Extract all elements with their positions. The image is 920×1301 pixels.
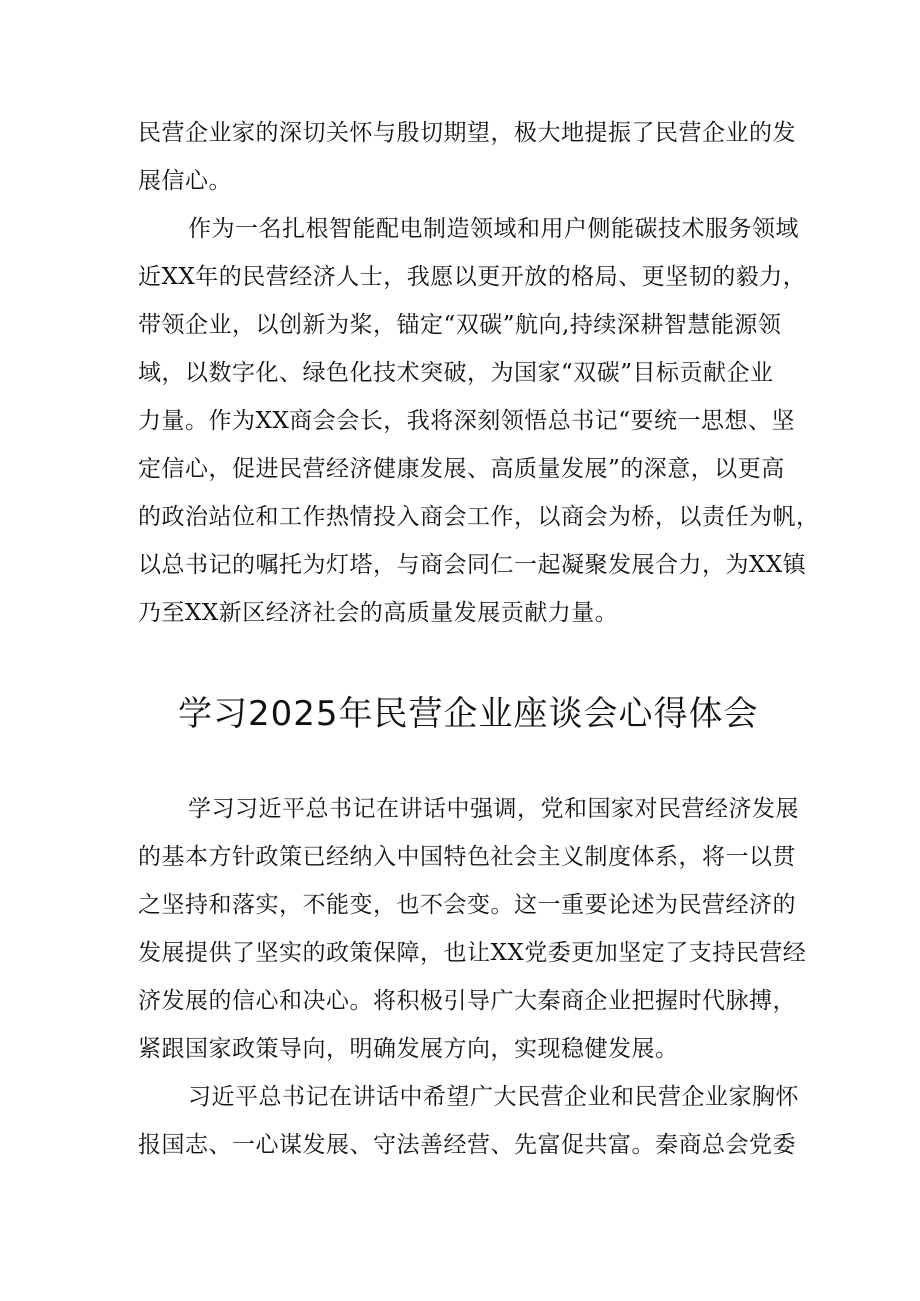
text-line: 定信心，促进民营经济健康发展、高质量发展”的深意，以更高 bbox=[138, 456, 785, 482]
text-line: 民营企业家的深切关怀与殷切期望，极大地提振了民营企业的发 bbox=[138, 120, 796, 146]
text-line: 的政治站位和工作热情投入商会工作，以商会为桥，以责任为帆， bbox=[138, 504, 820, 530]
text-line: 力量。作为XX商会会长，我将深刻领悟总书记“要统一思想、坚 bbox=[138, 408, 796, 434]
section-heading: 学习2025年民营企业座谈会心得体会 bbox=[178, 694, 759, 734]
text-line: 展信心。 bbox=[138, 168, 232, 194]
text-line: 以总书记的嘱托为灯塔，与商会同仁一起凝聚发展合力，为XX镇 bbox=[138, 552, 807, 578]
text-line: 紧跟国家政策导向，明确发展方向，实现稳健发展。 bbox=[138, 1036, 679, 1062]
text-line: 报国志、一心谋发展、守法善经营、先富促共富。秦商总会党委 bbox=[138, 1132, 796, 1158]
text-line: 作为一名扎根智能配电制造领域和用户侧能碳技术服务领域 bbox=[188, 216, 799, 242]
text-line: 乃至XX新区经济社会的高质量发展贡献力量。 bbox=[138, 600, 619, 626]
text-line: 之坚持和落实，不能变，也不会变。这一重要论述为民营经济的 bbox=[138, 892, 796, 918]
text-line: 习近平总书记在讲话中希望广大民营企业和民营企业家胸怀 bbox=[188, 1084, 799, 1110]
text-line: 学习习近平总书记在讲话中强调，党和国家对民营经济发展 bbox=[188, 796, 799, 822]
text-line: 域，以数字化、绿色化技术突破，为国家“双碳”目标贡献企业 bbox=[138, 360, 774, 386]
text-line: 的基本方针政策已经纳入中国特色社会主义制度体系，将一以贯 bbox=[138, 844, 796, 870]
text-line: 带领企业，以创新为桨，锚定“双碳”航向,持续深耕智慧能源领 bbox=[138, 312, 782, 338]
text-line: 济发展的信心和决心。将积极引导广大秦商企业把握时代脉搏， bbox=[138, 988, 796, 1014]
text-line: 近XX年的民营经济人士，我愿以更开放的格局、更坚韧的毅力， bbox=[138, 264, 807, 290]
text-line: 发展提供了坚实的政策保障，也让XX党委更加坚定了支持民营经 bbox=[138, 940, 807, 966]
